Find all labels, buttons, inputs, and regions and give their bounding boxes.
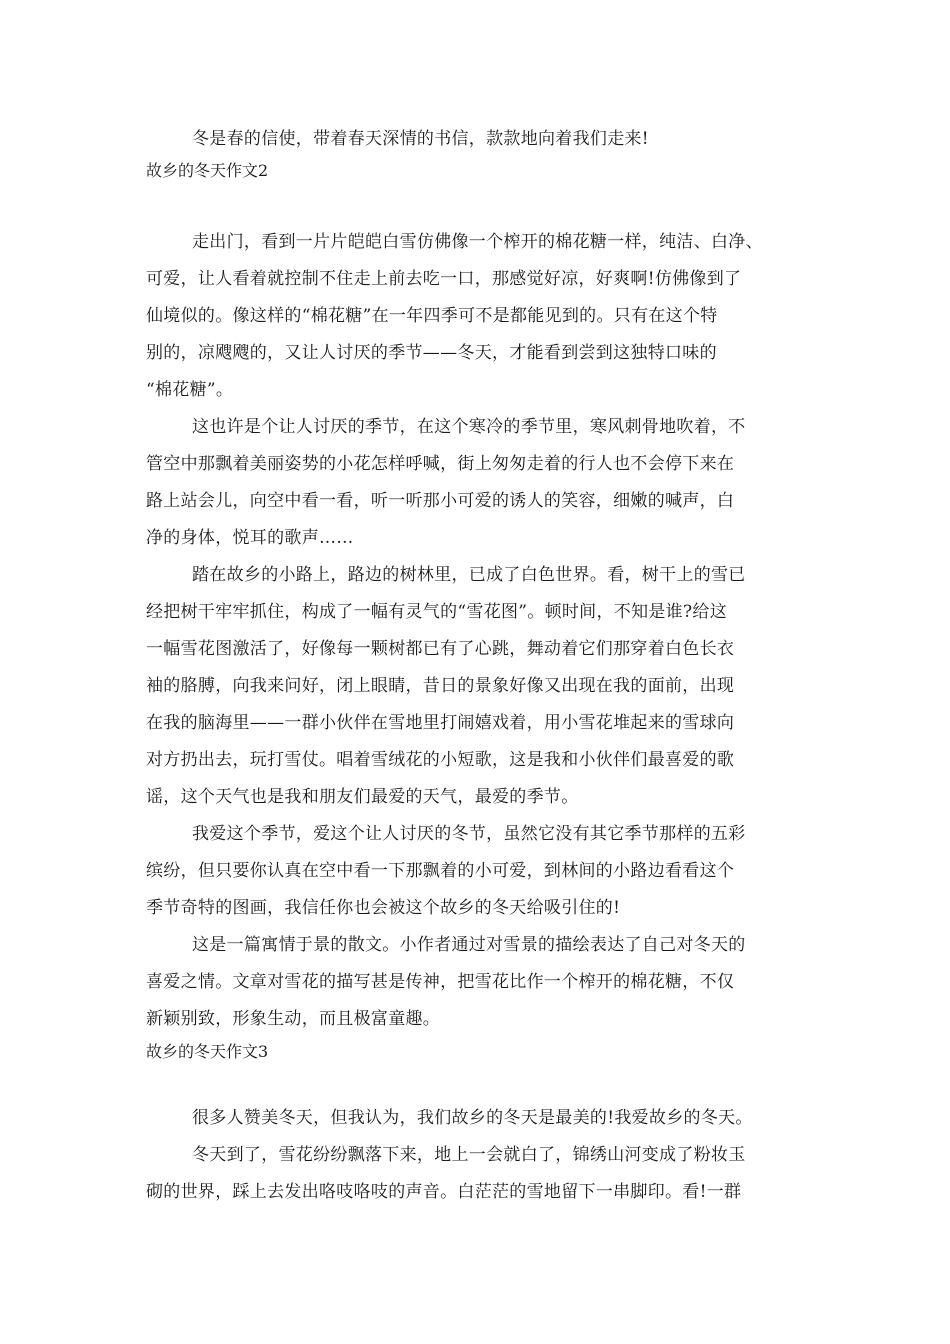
essay-2-line: 走出门，看到一片片皑皑白雪仿佛像一个榨开的棉花糖一样，纯洁、白净、 (192, 232, 763, 252)
essay-3-title: 故乡的冬天作文3 (146, 1042, 269, 1061)
essay-2-line: 袖的胳膊，向我来问好，闭上眼睛，昔日的景象好像又出现在我的面前，出现 (146, 676, 735, 696)
essay-2-line: 喜爱之情。文章对雪花的描写甚是传神，把雪花比作一个榨开的棉花糖，不仅 (146, 972, 735, 992)
essay-2-line: 季节奇特的图画，我信任你也会被这个故乡的冬天给吸引住的! (146, 898, 621, 918)
essay-3-line: 很多人赞美冬天，但我认为，我们故乡的冬天是最美的!我爱故乡的冬天。 (192, 1108, 753, 1128)
essay-2-line: 我爱这个季节，爱这个让人讨厌的冬节，虽然它没有其它季节那样的五彩 (192, 824, 746, 844)
essay-2-line: 别的，凉飕飕的，又让人讨厌的季节——冬天，才能看到尝到这独特口味的 (146, 343, 717, 363)
essay-2-line: 经把树干牢牢抓住，构成了一幅有灵气的“雪花图”。顿时间，不知是谁?给这 (146, 602, 727, 622)
essay-2-title: 故乡的冬天作文2 (146, 161, 269, 180)
essay-2-line: 路上站会儿，向空中看一看，听一听那小可爱的诱人的笑容，细嫩的喊声，白 (146, 491, 735, 511)
intro-paragraph: 冬是春的信使，带着春天深情的书信，款款地向着我们走来! (192, 129, 649, 149)
essay-2-line: 新颖别致，形象生动，而且极富童趣。 (146, 1009, 441, 1029)
essay-2-line: “棉花糖”。 (146, 380, 234, 400)
essay-2-line: 净的身体，悦耳的歌声…… (146, 528, 354, 548)
essay-2-line: 这是一篇寓情于景的散文。小作者通过对雪景的描绘表达了自己对冬天的 (192, 935, 746, 955)
essay-2-line: 一幅雪花图激活了，好像每一颗树都已有了心跳，舞动着它们那穿着白色长衣 (146, 639, 735, 659)
essay-2-line: 对方扔出去，玩打雪仗。唱着雪绒花的小短歌，这是我和小伙伴们最喜爱的歌 (146, 750, 735, 770)
essay-2-line: 在我的脑海里——一群小伙伴在雪地里打闹嬉戏着，用小雪花堆起来的雪球向 (146, 713, 735, 733)
essay-2-line: 管空中那飘着美丽姿势的小花怎样呼喊，街上匆匆走着的行人也不会停下来在 (146, 454, 735, 474)
essay-2-line: 缤纷，但只要你认真在空中看一下那飘着的小可爱，到林间的小路边看看这个 (146, 861, 735, 881)
essay-2-line: 谣，这个天气也是我和朋友们最爱的天气，最爱的季节。 (146, 787, 579, 807)
essay-2-line: 可爱，让人看着就控制不住走上前去吃一口，那感觉好凉，好爽啊!仿佛像到了 (146, 269, 742, 289)
essay-3-line: 冬天到了，雪花纷纷飘落下来，地上一会就白了，锦绣山河变成了粉妆玉 (192, 1145, 746, 1165)
essay-2-line: 仙境似的。像这样的“棉花糖”在一年四季可不是都能见到的。只有在这个特 (146, 306, 718, 326)
essay-3-line: 砌的世界，踩上去发出咯吱咯吱的声音。白茫茫的雪地留下一串脚印。看!一群 (146, 1182, 742, 1202)
essay-2-line: 踏在故乡的小路上，路边的树林里，已成了白色世界。看，树干上的雪已 (192, 565, 746, 585)
essay-2-line: 这也许是个让人讨厌的季节，在这个寒冷的季节里，寒风刺骨地吹着，不 (192, 417, 746, 437)
